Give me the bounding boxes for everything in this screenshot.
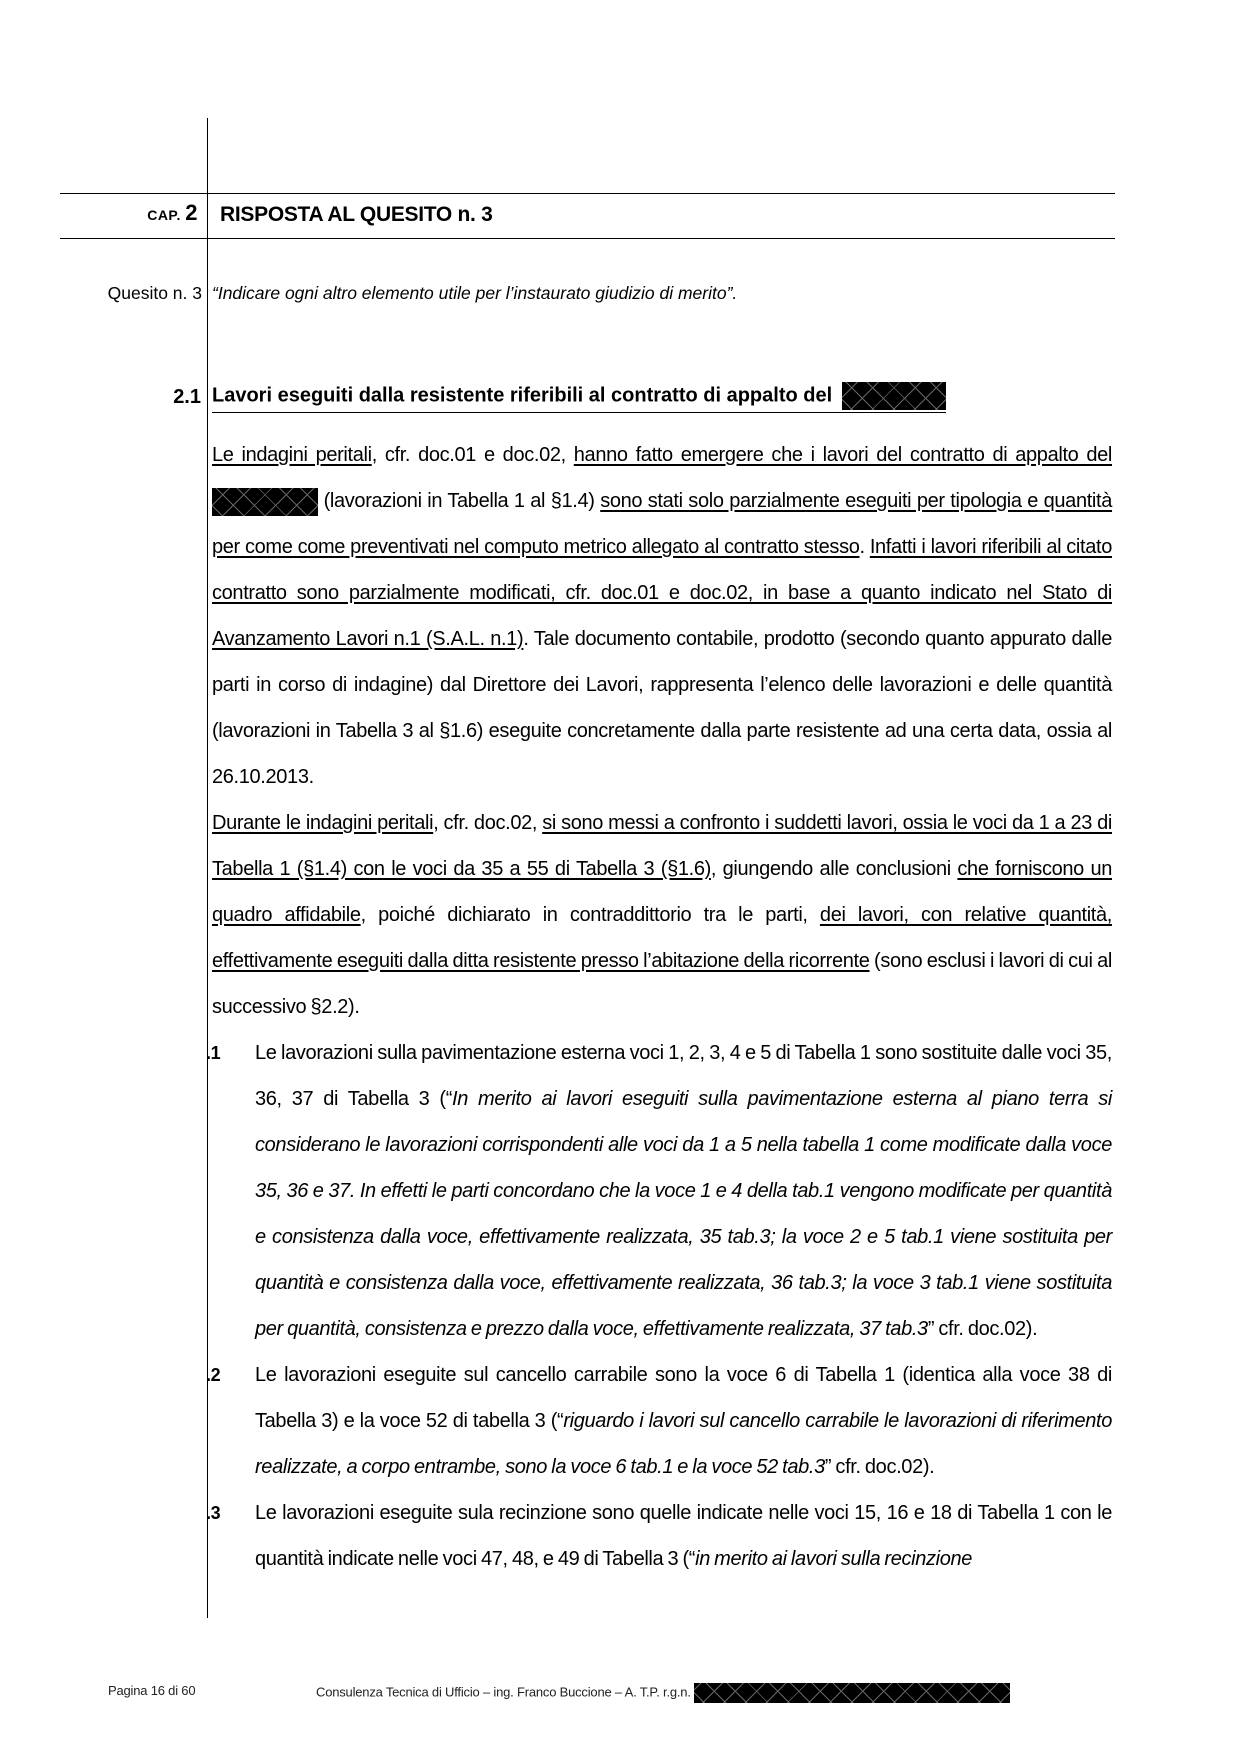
para1-underlined-2: hanno fatto emergere che i lavori del contratto di appalto del: [573, 444, 1113, 466]
para1-underlined-3: sono stati solo parzialmente eseguiti per tipologia e quantità per come come preventivati nel computo metrico allegato al contratto stesso: [212, 490, 1113, 558]
chapter-title: RISPOSTA AL QUESITO n. 3: [220, 203, 493, 226]
para2-text-3: , poiché dichiarato in contraddittorio tra le parti,: [360, 904, 820, 926]
section-title-text: Lavori eseguiti dalla resistente riferibili al contratto di appalto del: [212, 384, 833, 407]
section-number: 2.1: [173, 386, 201, 408]
list-item-tail: ” cfr. doc.02).: [824, 1456, 935, 1478]
quesito-text: “Indicare ogni altro elemento utile per l’instaurato giudizio di merito”.: [212, 283, 738, 303]
footer-consultant-text: Consulenza Tecnica di Ufficio – ing. Franco Buccione – A. T.P. r.g.n.: [316, 1684, 691, 1700]
para1-text-2: (lavorazioni in Tabella 1 al §1.4): [318, 490, 601, 512]
chapter-number: 2: [185, 200, 198, 225]
list-item: [206, 1352, 1113, 1490]
para2-underlined-1: Durante le indagini peritali: [212, 812, 434, 834]
list-item-lead: Le lavorazioni sulla pavimentazione esterna voci 1, 2, 3, 4 e 5 di Tabella 1 sono sostituite dalle voci 35, 36, 37 di Tabella 3 (“: [255, 1042, 1112, 1110]
list-item: [206, 1490, 1112, 1582]
chapter-top-rule: [60, 193, 1115, 194]
list-item-number: .1: [206, 1043, 221, 1063]
para2-underlined-3: che forniscono un quadro affidabile: [212, 858, 1113, 926]
list-item-quote: In merito ai lavori eseguiti sulla pavimentazione esterna al piano terra si considerano le lavorazioni corrispondenti alle voci da 1 a 5 nella tabella 1 come modificate dalla voce 35, 36 e 37. In effetti le parti concordano che la voce 1 e 4 della tab.1 vengono modificate per quantità e consistenza dalla voce, effettivamente realizzata, 35 tab.3; la voce 2 e 5 tab.1 viene sostituita per quantità e consistenza dalla voce, effettivamente realizzata, 36 tab.3; la voce 3 tab.1 viene sostituita per quantità, consistenza e prezzo dalla voce, effettivamente realizzata, 37 tab.3: [255, 1088, 1112, 1340]
chapter-bottom-rule: [60, 238, 1115, 239]
para2-underlined-4: dei lavori, con relative quantità, effettivamente eseguiti dalla ditta resistente presso l’abitazione della ricorrente: [212, 904, 1112, 972]
list-item-quote: riguardo i lavori sul cancello carrabile le lavorazioni di riferimento realizzate, a corpo entrambe, sono la voce 6 tab.1 e la voce 52 tab.3: [255, 1410, 1113, 1478]
quesito-label: Quesito n. 3: [107, 283, 202, 303]
list-item-lead: Le lavorazioni eseguite sula recinzione sono quelle indicate nelle voci 15, 16 e 18 di Tabella 1 con le quantità indicate nelle voci 47, 48, e 49 di Tabella 3 (“: [255, 1502, 1112, 1570]
footer-consultant: [316, 1683, 1010, 1703]
list-item-number: .3: [206, 1503, 221, 1523]
chapter-label: [120, 200, 198, 226]
paragraph-2: [212, 800, 1112, 1030]
list-item-tail: ” cfr. doc.02).: [927, 1318, 1038, 1340]
para2-text-1: , cfr. doc.02,: [433, 812, 543, 834]
para2-text-2: , giungendo alle conclusioni: [710, 858, 958, 880]
para1-text-4: . Tale documento contabile, prodotto (secondo quanto appurato dalle parti in corso di indagine) dal Direttore dei Lavori, rappresenta l’elenco delle lavorazioni e delle quantità (lavorazioni in Tabella 3 al §1.6) eseguite concretamente dalla parte resistente ad una certa data, ossia al 26.10.2013.: [212, 628, 1112, 788]
para1-text-1: , cfr. doc.01 e doc.02,: [371, 444, 574, 466]
section-title: [212, 382, 946, 413]
redacted-block: [842, 382, 946, 410]
para1-underlined-4: Infatti i lavori riferibili al citato contratto sono parzialmente modificati, cfr. doc.01 e doc.02, in base a quanto indicato nel Stato di Avanzamento Lavori n.1 (S.A.L. n.1): [212, 536, 1112, 650]
list-item: [206, 1030, 1112, 1352]
chapter-label-text: CAP.: [147, 207, 181, 223]
list-item-quote: in merito ai lavori sulla recinzione: [695, 1548, 973, 1570]
para1-text-3: .: [859, 536, 870, 558]
para2-underlined-2: si sono messi a confronto i suddetti lavori, ossia le voci da 1 a 23 di Tabella 1 (§1.4) con le voci da 35 a 55 di Tabella 3 (§1.6): [212, 812, 1112, 880]
body-text: [206, 432, 1113, 1582]
list-item-number: .2: [206, 1365, 221, 1385]
para2-text-4: (sono esclusi i lavori di cui al successivo §2.2).: [212, 950, 1112, 1018]
list-item-lead: Le lavorazioni eseguite sul cancello carrabile sono la voce 6 di Tabella 1 (identica alla voce 38 di Tabella 3) e la voce 52 di tabella 3 (“: [255, 1364, 1112, 1432]
para1-underlined-1: Le indagini peritali: [212, 444, 372, 466]
footer-page-number: Pagina 16 di 60: [108, 1683, 196, 1698]
redacted-block: [694, 1683, 1010, 1703]
paragraph-1: [212, 432, 1112, 800]
redacted-block: [212, 488, 318, 516]
